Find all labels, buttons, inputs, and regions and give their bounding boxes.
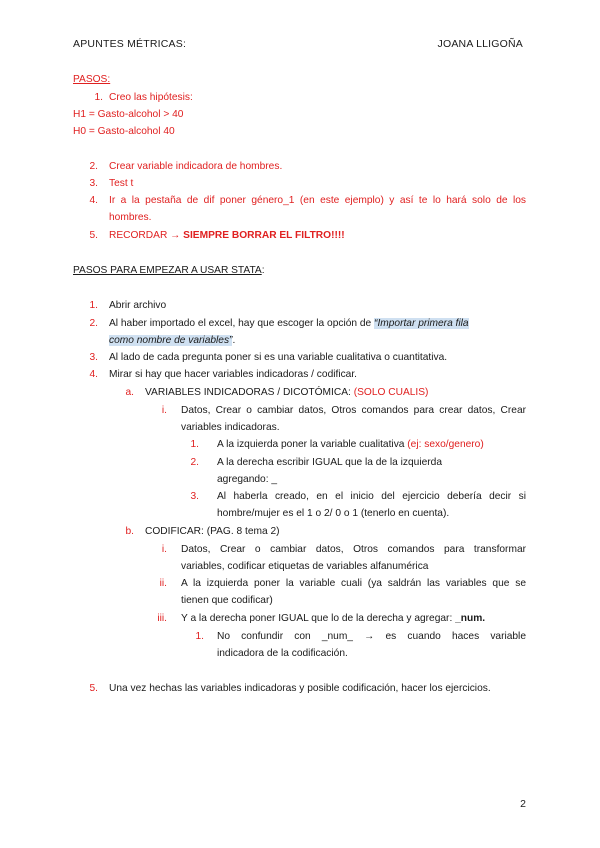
list-text-line-1: Datos, Crear o cambiar datos, Otros comandos para transformar [181,544,526,555]
list-text-line-1: No confundir con _num_ → es cuando haces variable [217,631,526,642]
list-number: 2. [89,318,98,329]
list-letter: b. [125,526,134,537]
sub-b-item-i [73,543,526,573]
stata-title [73,264,265,277]
list-text: Al lado de cada pregunta poner si es una variable cualitativa o cuantitativa. [109,352,448,363]
list-text: CODIFICAR: (PAG. 8 tema 2) [145,526,280,537]
list-text-red: (ej: sexo/genero) [407,439,484,450]
stata-title-text: PASOS PARA EMPEZAR A USAR STATA [73,265,262,276]
list-number: 1. [94,92,103,103]
list-number: 5. [89,230,98,241]
stata-item-2 [73,317,526,347]
sub-b-point-1 [73,630,526,660]
header-title: APUNTES MÉTRICAS: [73,38,187,50]
list-text: Una vez hechas las variables indicadoras y posible codificación, hacer los ejercicios. [109,683,491,694]
list-text-bold: SIEMPRE BORRAR EL FILTRO!!!! [183,230,345,241]
list-text: Test t [109,178,134,189]
list-text: Creo las hipótesis: [109,92,193,103]
list-number: 1. [195,631,204,642]
list-letter: a. [125,387,134,398]
list-text: VARIABLES INDICADORAS / DICOTÓMICA: [145,387,354,398]
list-text-end: . [232,335,236,346]
list-text: Mirar si hay que hacer variables indicadoras / codificar. [109,369,358,380]
pasos-item-4 [73,194,526,224]
list-text-line-2: hombre/mujer es el 1 o 2/ 0 o 1 (tenerlo en cuenta). [217,508,450,519]
list-roman: ii. [159,578,167,589]
hypothesis-h0: H0 = Gasto-alcohol 40 [73,126,175,137]
list-text-line-1: Ir a la pestaña de dif poner género_1 (en este ejemplo) y así te lo hará solo de los [109,195,526,206]
list-text-line-2: variables indicadoras. [181,422,280,433]
list-text-line-2: tienen que codificar) [181,595,273,606]
list-text: Abrir archivo [109,300,167,311]
list-text-line-1: Al haberla creado, en el inicio del ejercicio debería decir si [217,491,526,502]
list-roman: i. [161,544,167,555]
header-author: JOANA LLIGOÑA [437,38,523,50]
list-number: 5. [89,683,98,694]
list-number: 3. [89,178,98,189]
sub-a-point-2 [73,456,526,486]
sub-a-item-i [73,404,526,434]
list-number: 4. [89,195,98,206]
sub-a-point-3 [73,490,526,520]
list-text-line-2: hombres. [109,212,152,223]
sub-b-item-ii [73,577,526,607]
list-text-line-1: A la izquierda poner la variable cuali (ya saldrán las variables que se [181,578,526,589]
list-number: 4. [89,369,98,380]
pasos-title: PASOS: [73,74,111,85]
list-number: 2. [190,457,199,468]
stata-title-colon: : [261,265,265,276]
list-text-line-1: A la derecha escribir IGUAL que la de la izquierda [217,457,443,468]
list-text: Al haber importado el excel, hay que escoger la opción de [109,318,375,329]
list-text-bold: _num. [455,613,486,624]
list-text-line-2: indicadora de la codificación. [217,648,348,659]
list-number: 3. [89,352,98,363]
highlighted-text-cont: como nombre de variables” [109,335,233,346]
list-roman: iii. [157,613,167,624]
list-number: 2. [89,161,98,172]
hypothesis-h1: H1 = Gasto-alcohol > 40 [73,109,184,120]
list-number: 1. [190,439,199,450]
list-text: Crear variable indicadora de hombres. [109,161,283,172]
list-text-line-1: Datos, Crear o cambiar datos, Otros comandos para crear datos, Crear [181,405,526,416]
list-text: RECORDAR → [109,230,184,241]
list-text: Y a la derecha poner IGUAL que lo de la derecha y agregar: [181,613,456,624]
highlighted-text: “Importar primera fila [374,318,469,329]
list-number: 1. [89,300,98,311]
list-number: 3. [190,491,199,502]
page-number: 2 [520,798,526,810]
list-roman: i. [161,405,167,416]
list-text: A la izquierda poner la variable cualitativa [217,439,408,450]
list-text-red: (SOLO CUALIS) [353,387,429,398]
list-text-line-2: agregando: _ [217,474,278,485]
list-text-line-2: variables, codificar etiquetas de variables alfanumérica [181,561,429,572]
